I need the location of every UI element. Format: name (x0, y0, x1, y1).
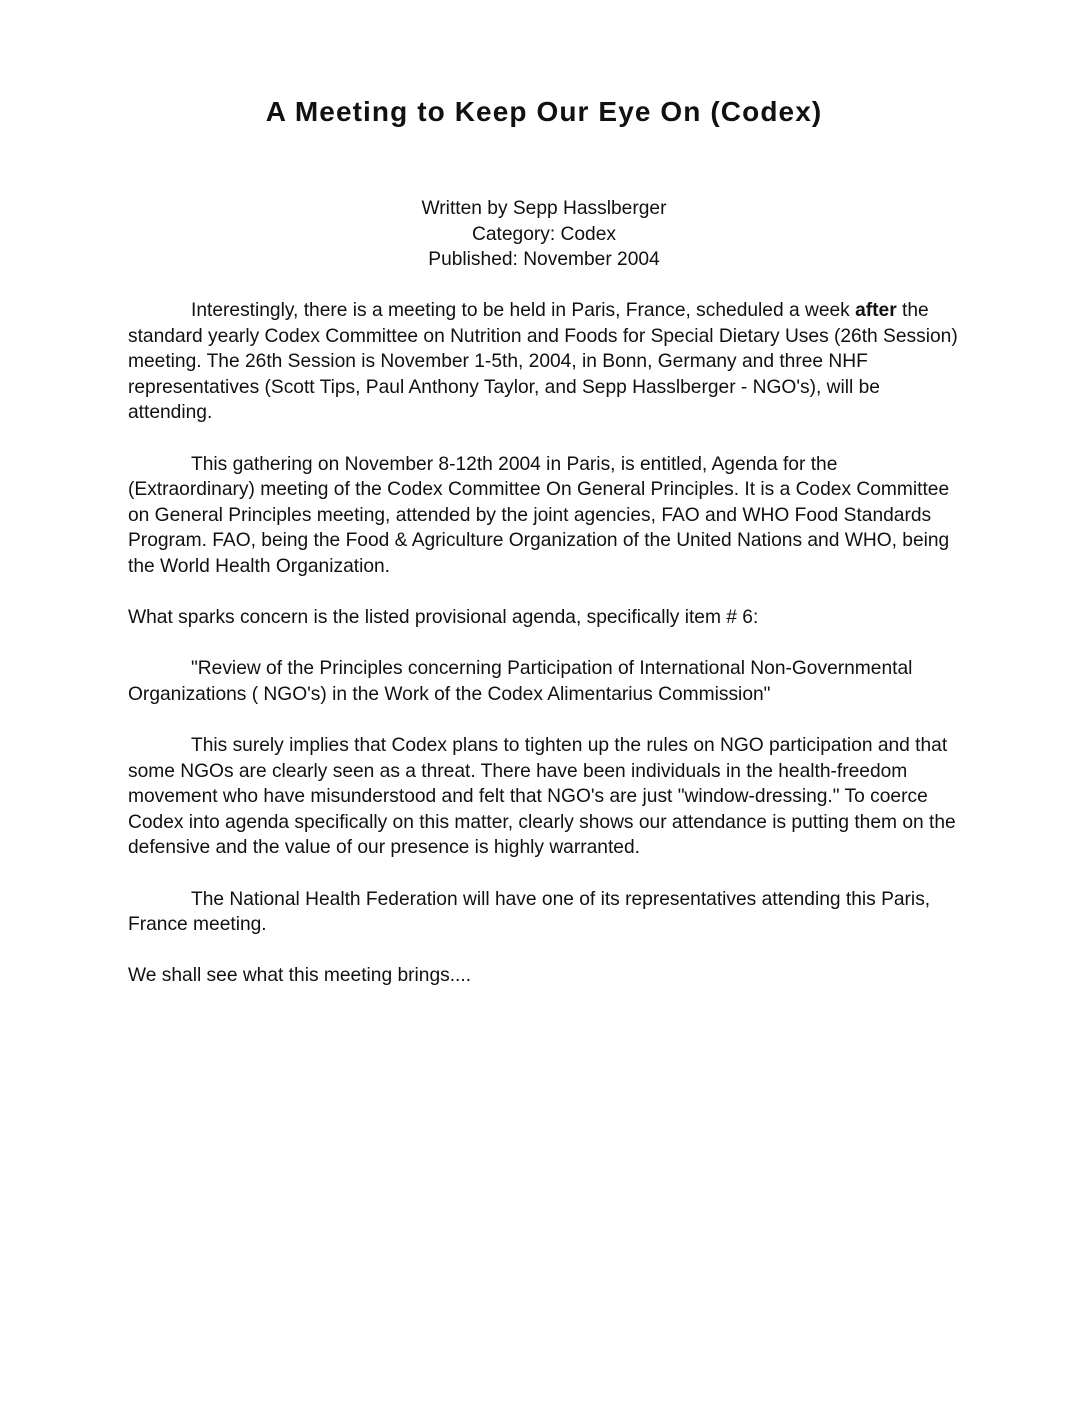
document-title: A Meeting to Keep Our Eye On (Codex) (265, 96, 823, 127)
emphasis-after: after (855, 300, 897, 321)
paragraph-7-text: We shall see what this meeting brings.... (128, 965, 472, 987)
paragraph-1 (128, 298, 968, 426)
paragraph-1-text-start: Interestingly, there is a meeting to be held in Paris, France, scheduled a week (191, 300, 856, 321)
paragraph-7 (128, 963, 968, 989)
published-date: Published: November 2004 (428, 249, 660, 270)
paragraph-2 (128, 452, 968, 580)
paragraph-2-text: This gathering on November 8-12th 2004 in Paris, is entitled, Agenda for the (Extraordinary) meeting of the Codex Committee On General Principles. It is a Codex Committee on General Principles meeting, attended by the joint agencies, FAO and WHO Food Standards Program. FAO, being the Food & Agriculture Organization of the United Nations and WHO, being the World Health Organization. (128, 453, 950, 577)
paragraph-1-text-end: the standard yearly Codex Committee on Nutrition and Foods for Special Dietary Uses (26th Session) meeting. The 26th Session is November 1-5th, 2004, in Bonn, Germany and three NHF representatives (Scott Tips, Paul Anthony Taylor, and Sepp Hasslberger - NGO's), will be attending. (128, 300, 958, 424)
paragraph-3-text: What sparks concern is the listed provisional agenda, specifically item # 6: (128, 607, 759, 629)
paragraph-5-text: This surely implies that Codex plans to tighten up the rules on NGO participation and that some NGOs are clearly seen as a threat. There have been individuals in the health-freedom movement who have misunderstood and felt that NGO's are just "window-dressing." To coerce Codex into agenda specifically on this matter, clearly shows our attendance is putting them on the defensive and the value of our presence is highly warranted. (128, 735, 956, 859)
paragraph-6-text: The National Health Federation will have one of its representatives attending this Paris, France meeting. (128, 888, 931, 936)
document-meta (0, 196, 1088, 273)
paragraph-6 (128, 887, 968, 938)
paragraph-4-quote (128, 656, 968, 707)
paragraph-3 (128, 605, 968, 631)
byline: Written by Sepp Hasslberger (421, 198, 667, 219)
category-label: Category: Codex (472, 223, 616, 245)
paragraph-4-text: "Review of the Principles concerning Participation of International Non-Governmental Organizations ( NGO's) in the Work of the Codex Alimentarius Commission" (128, 658, 913, 705)
article-body (128, 298, 968, 1015)
paragraph-5 (128, 733, 968, 861)
